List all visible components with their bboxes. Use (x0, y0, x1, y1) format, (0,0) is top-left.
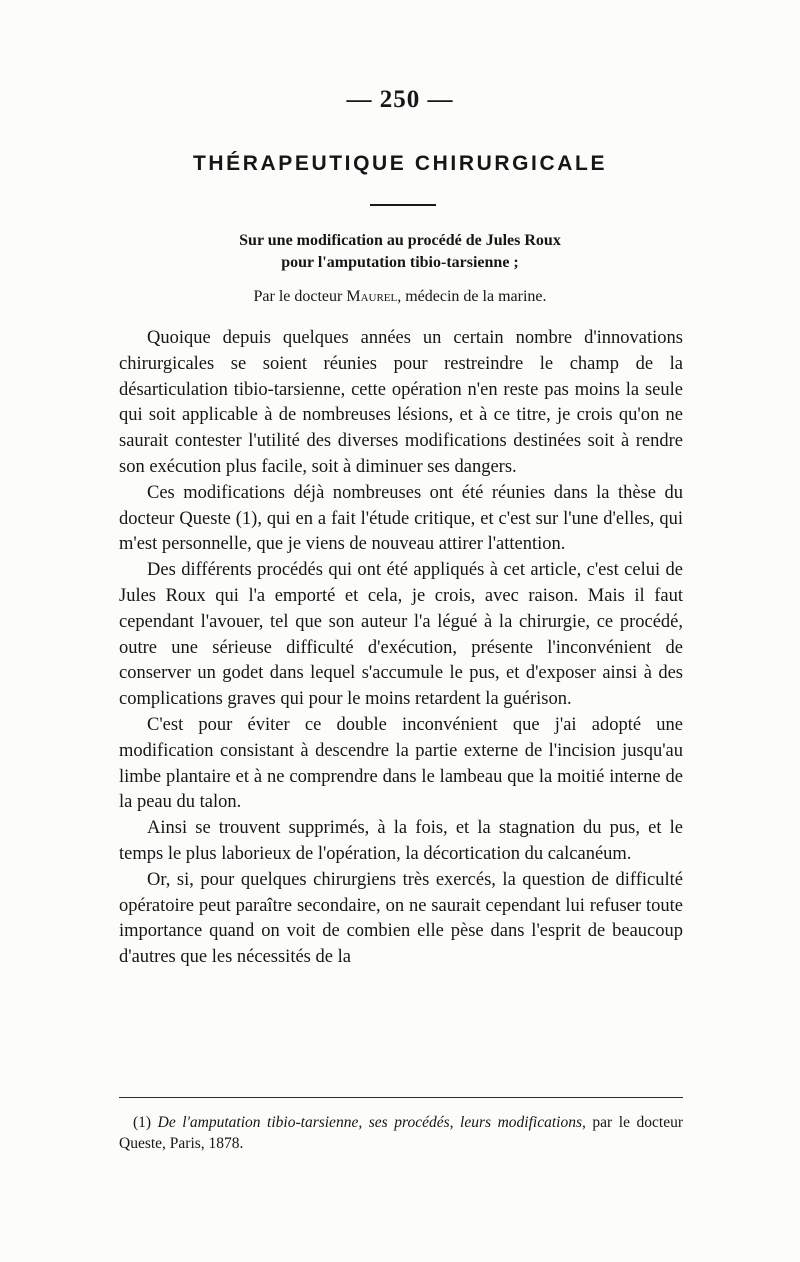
paragraph: Ces modifications déjà nombreuses ont été réunies dans la thèse du docteur Queste (1), qui en a fait l'étude critique, et c'est sur l'une d'elles, qui m'est personnelle, que je viens de nouveau attirer l'attention. (119, 482, 683, 555)
title-divider (370, 204, 436, 206)
article-title (0, 230, 800, 274)
footnote-marker: (1) (133, 1114, 158, 1131)
footnote-title: De l'amputation tibio-tarsienne, ses procédés, leurs modifications, (157, 1114, 586, 1131)
page-number: — 250 — (346, 86, 454, 113)
paragraph: Or, si, pour quelques chirurgiens très exercés, la question de difficulté opératoire peut paraître secondaire, on ne saurait cependant lui refuser toute importance quand on voit de combien elle pèse dans l'esprit de beaucoup d'autres que les nécessités de la (119, 869, 683, 968)
section-title: THÉRAPEUTIQUE CHIRURGICALE (192, 152, 608, 175)
paragraph: Ainsi se trouvent supprimés, à la fois, et la stagnation du pus, et le temps le plus laborieux de l'opération, la décortication du calcanéum. (119, 818, 683, 864)
byline-prefix: Par le docteur (253, 288, 347, 305)
paragraph: Quoique depuis quelques années un certain nombre d'innovations chirurgicales se soient réunies pour restreindre le champ de la désarticulation tibio-tarsienne, cette opération n'en reste pas moins la seule qui soit applicable à de nombreuses lésions, et à ce titre, je crois qu'on ne saurait contester l'utilité des diverses modifications destinées soit à rendre son exécution plus facile, soit à diminuer ses dangers. (119, 328, 683, 477)
footnote-divider (119, 1097, 683, 1098)
footnote-rest: par le docteur Queste, Paris, 1878. (119, 1114, 683, 1152)
byline (0, 288, 800, 306)
body-text (119, 326, 683, 971)
paragraph: Des différents procédés qui ont été appliqués à cet article, c'est celui de Jules Roux qui l'a emporté et cela, je crois, avec raison. Mais il faut cependant l'avouer, tel que son auteur l'a légué à la chirurgie, ce procédé, outre une sérieuse difficulté d'exécution, présente l'inconvénient de conserver un godet dans lequel s'accumule le pus, et d'exposer ainsi à des complications graves qui pour le moins retardent la guérison. (119, 560, 683, 710)
paragraph: C'est pour éviter ce double inconvénient que j'ai adopté une modification consistant à descendre la partie externe de l'incision jusqu'au limbe plantaire et à ne comprendre dans le lambeau que la moitié interne de la peau du talon. (119, 714, 683, 813)
article-title-line-1: Sur une modification au procédé de Jules Roux (239, 232, 561, 249)
byline-suffix: , médecin de la marine. (397, 288, 547, 305)
article-title-line-2: pour l'amputation tibio-tarsienne ; (281, 254, 519, 271)
footnote (119, 1112, 683, 1154)
byline-author: Maurel (346, 288, 398, 305)
